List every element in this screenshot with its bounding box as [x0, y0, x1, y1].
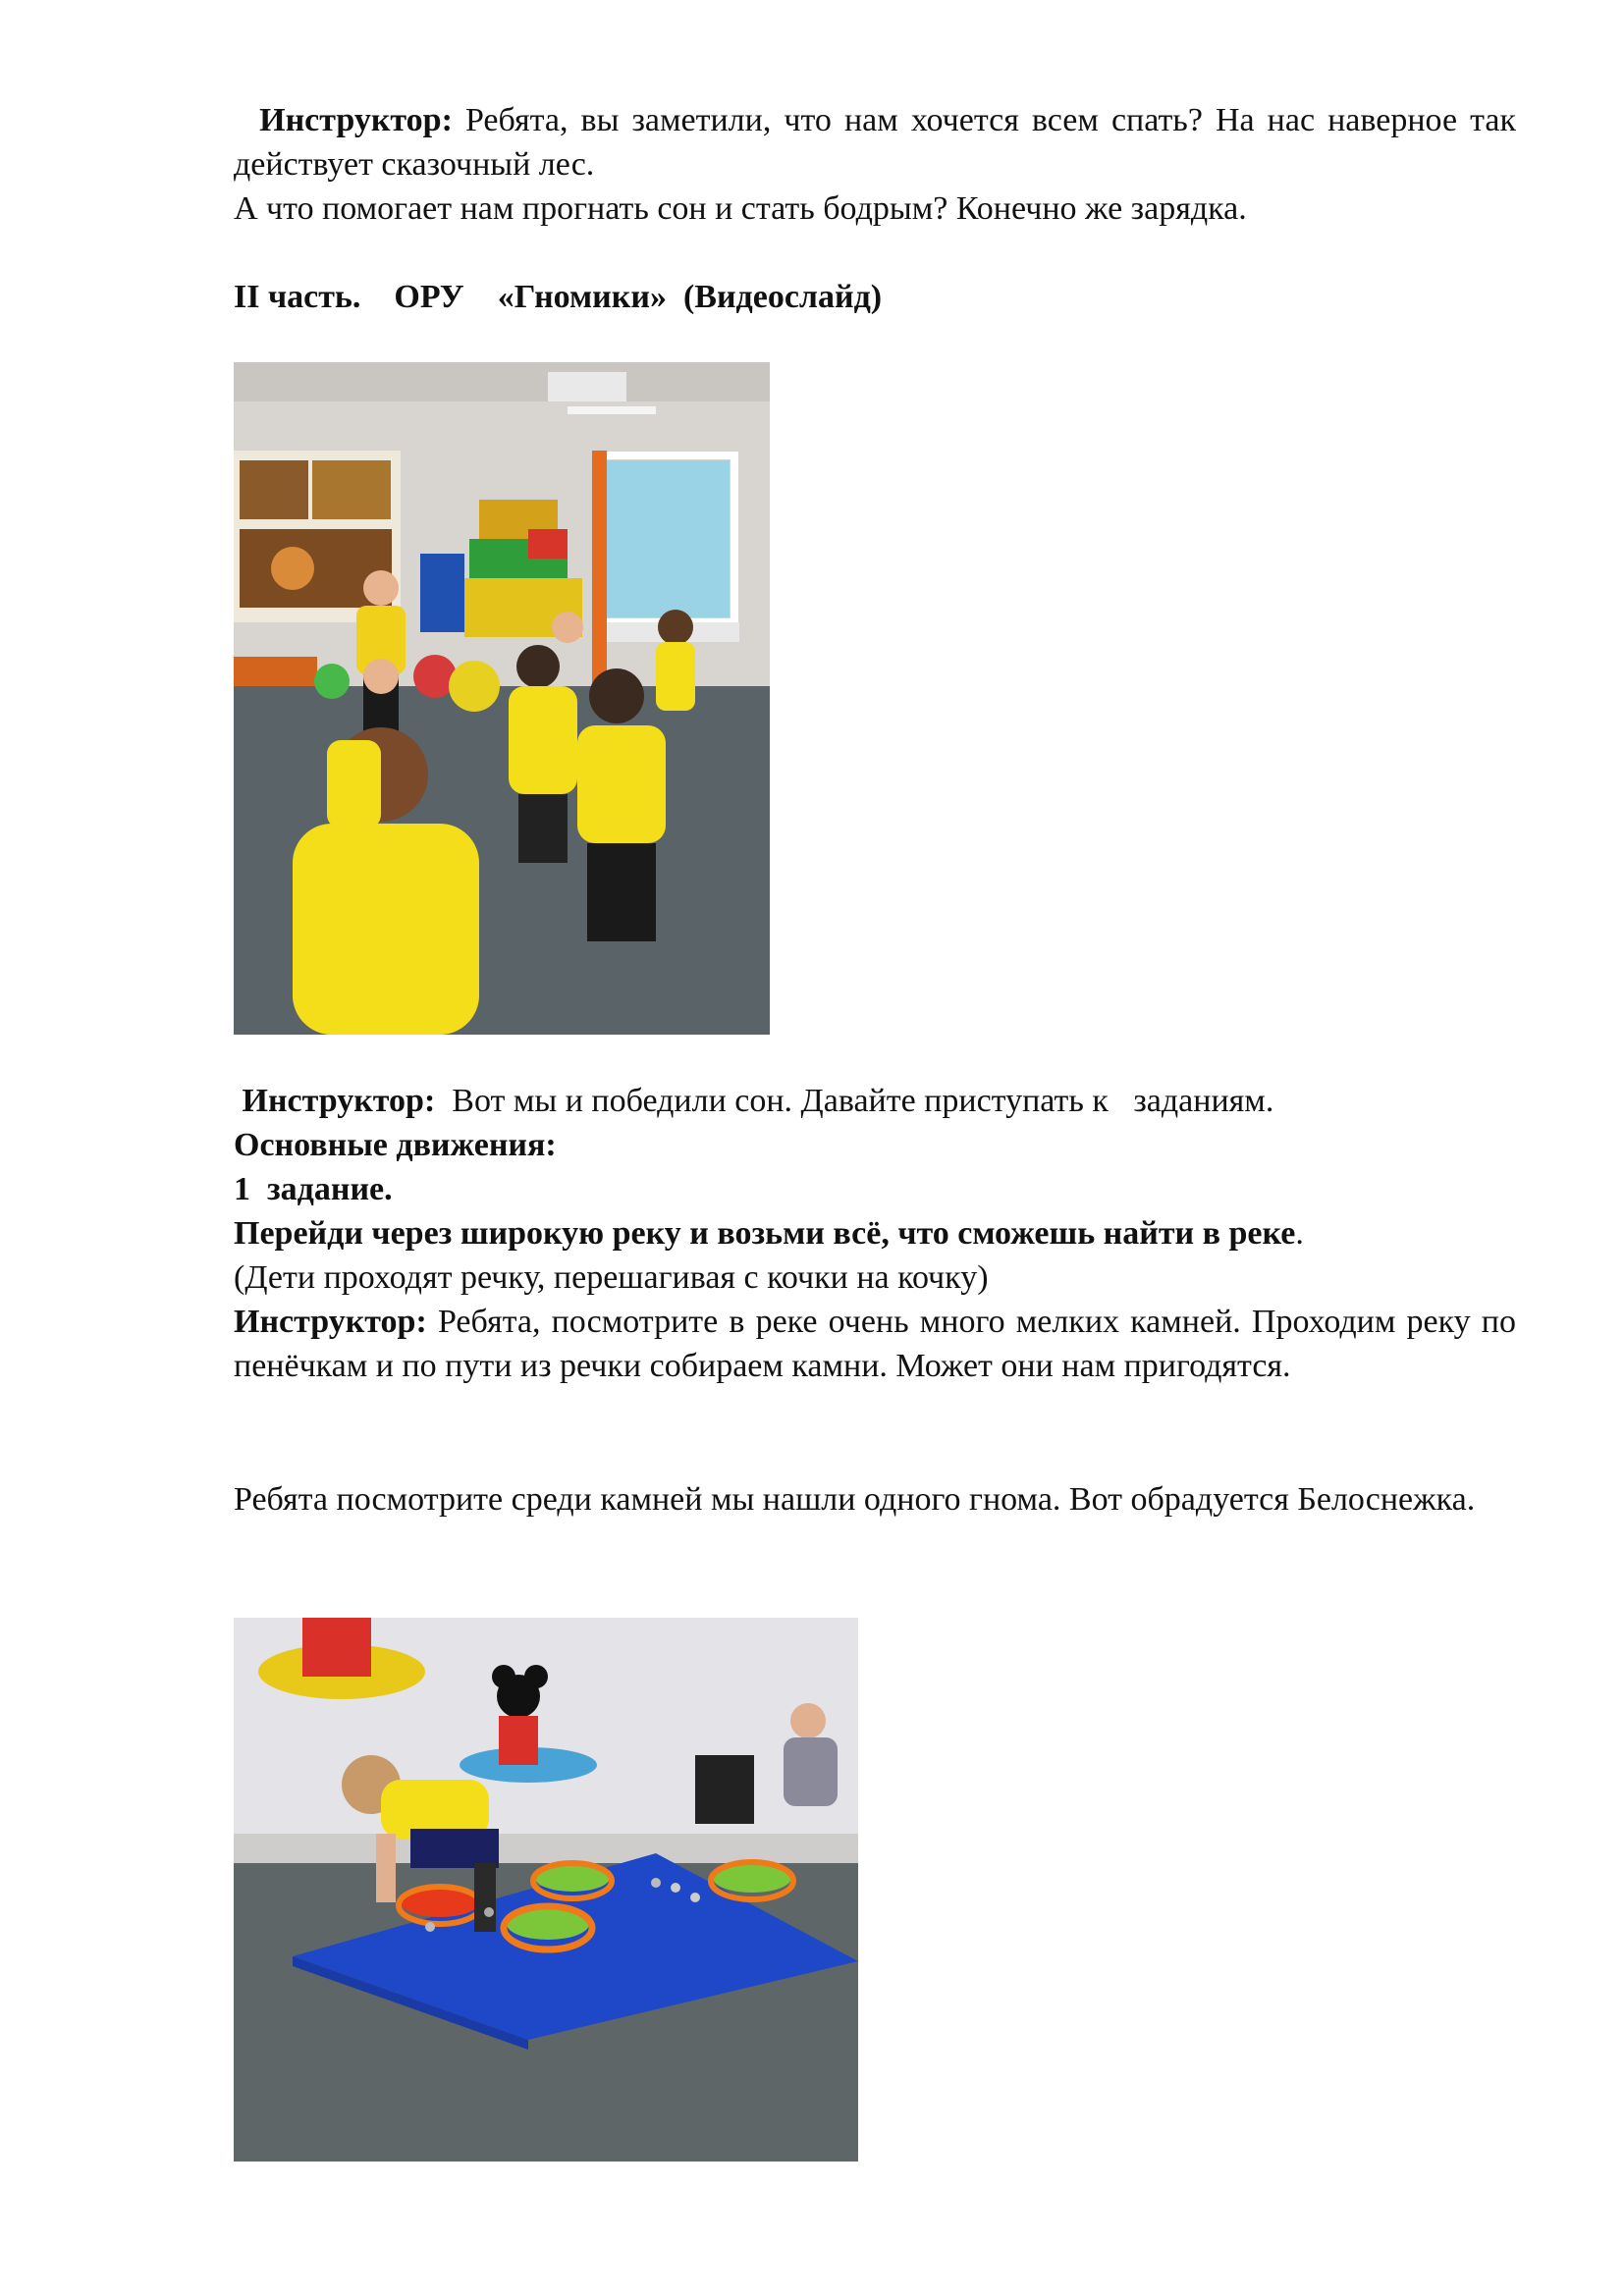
- speaker-label-2: Инструктор:: [242, 1083, 436, 1119]
- photo-exercise-illustration: [234, 362, 770, 1035]
- task-intro-text: Вот мы и победили сон. Давайте приступать к заданиям.: [435, 1083, 1274, 1119]
- part2-heading: II часть. ОРУ «Гномики» (Видеослайд): [234, 279, 883, 315]
- task-intro-line: [234, 1079, 1516, 1123]
- main-movements-heading: Основные движения:: [234, 1127, 557, 1163]
- intro-text: Ребята, вы заметили, что нам хочется всем спать? На нас наверное так действует сказочный лес.: [234, 102, 1516, 183]
- task-note: (Дети проходят речку, перешагивая с кочки на кочку): [234, 1259, 989, 1296]
- photo-river-crossing: [234, 1618, 858, 2162]
- task-title-end: .: [1295, 1215, 1304, 1252]
- intro-line2: А что помогает нам прогнать сон и стать бодрым? Конечно же зарядка.: [234, 190, 1247, 227]
- instructor-paragraph: [234, 1300, 1516, 1388]
- task-title: Перейди через широкую реку и возьми всё, что сможешь найти в реке: [234, 1215, 1296, 1252]
- speaker-label: Инструктор:: [259, 102, 453, 138]
- task-number: 1 задание.: [234, 1171, 393, 1207]
- photo-river-illustration: [234, 1618, 858, 2162]
- closing-paragraph: Ребята посмотрите среди камней мы нашли одного гнома. Вот обрадуется Белоснежка.: [234, 1481, 1476, 1518]
- photo-exercise-gym: [234, 362, 770, 1035]
- speaker-label-3: Инструктор:: [234, 1304, 427, 1340]
- task-section: [234, 1079, 1516, 1388]
- task-title-line: [234, 1211, 1516, 1255]
- instructor-text: Ребята, посмотрите в реке очень много мелких камней. Проходим реку по пенёчкам и по пути из речки собираем камни. Может они нам пригодятся.: [234, 1304, 1516, 1384]
- intro-paragraph: [234, 98, 1516, 187]
